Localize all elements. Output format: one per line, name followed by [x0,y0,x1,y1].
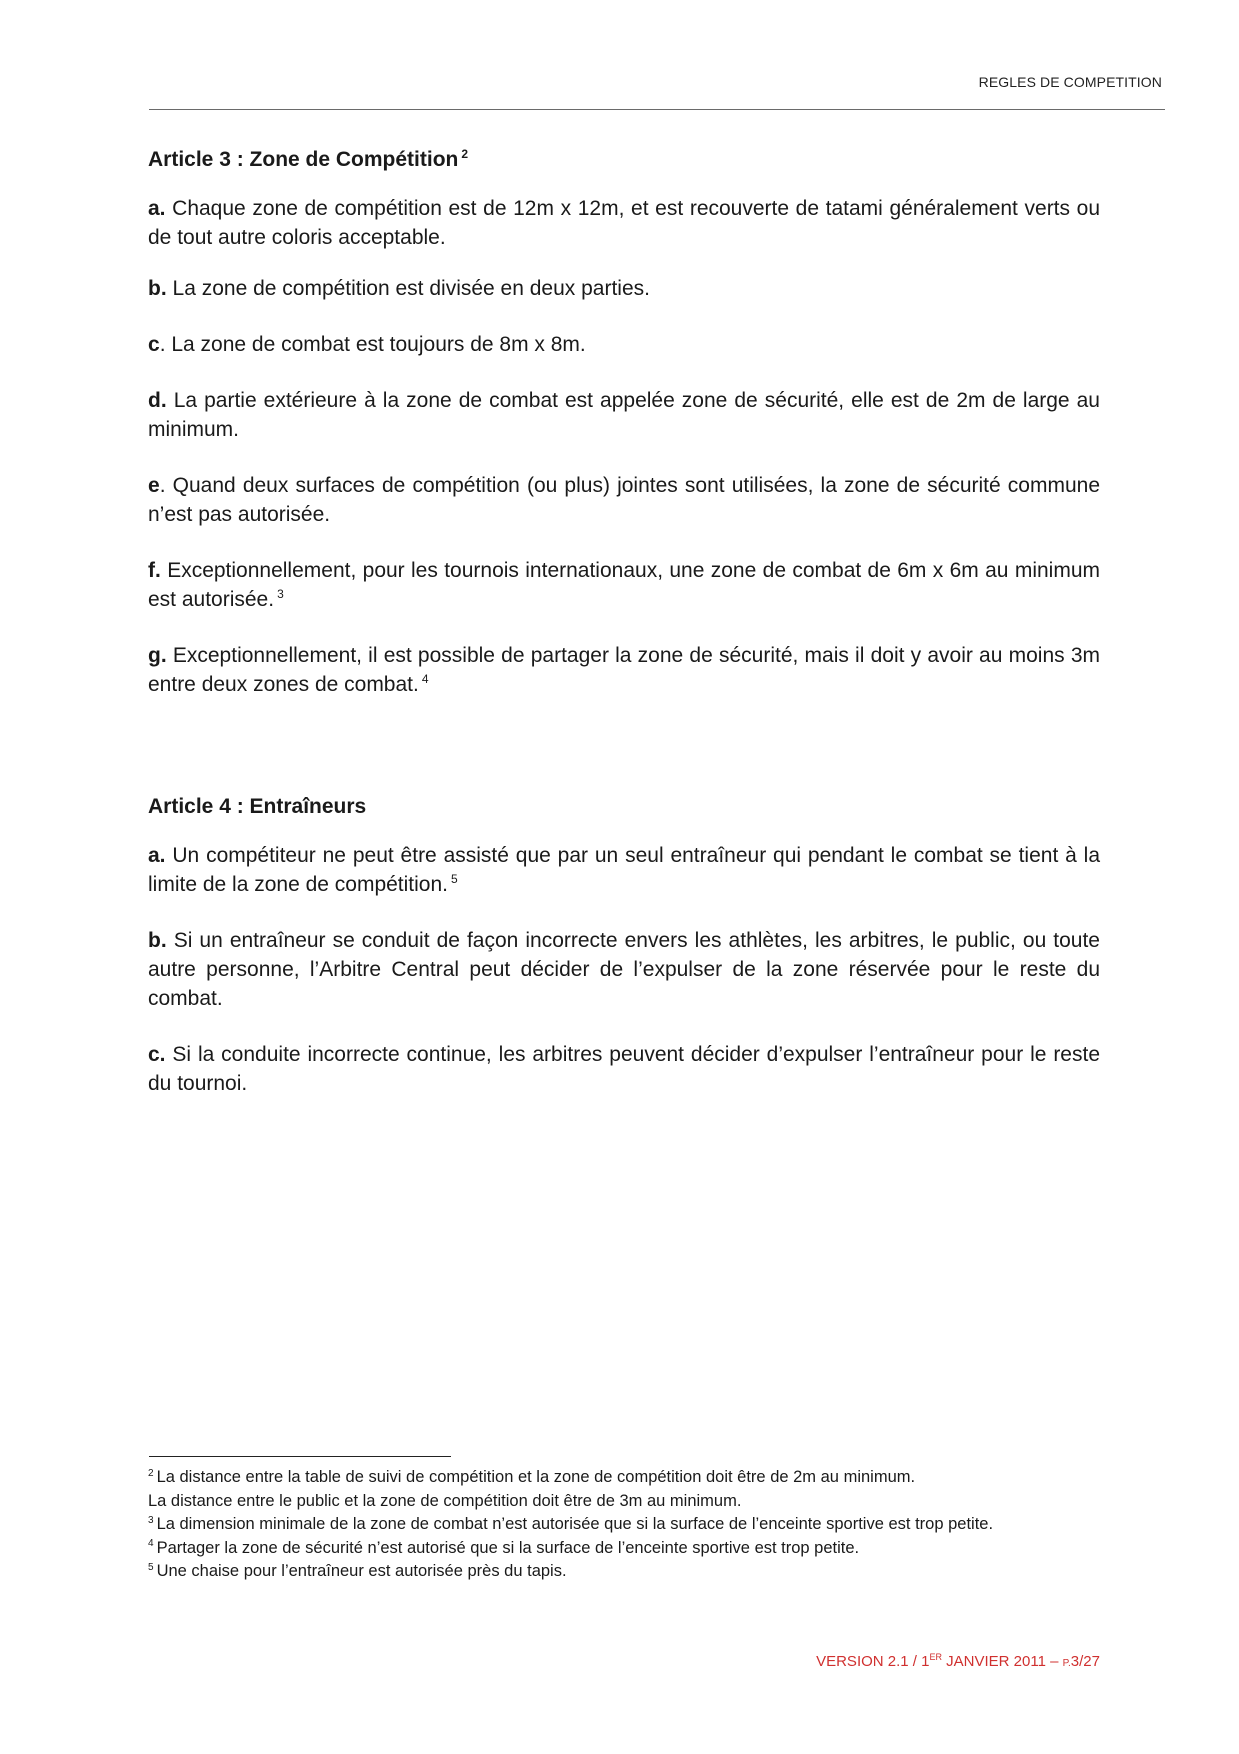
item-text: Chaque zone de compétition est de 12m x 12m, et est recouverte de tatami généralement verts ou de tout autre coloris acceptable. [148,197,1100,249]
item-text: Exceptionnellement, il est possible de partager la zone de sécurité, mais il doit y avoir au moins 3m entre deux zones de combat. [148,644,1100,696]
article-3-title [148,146,1100,174]
footnote-3 [148,1513,1108,1537]
item-marker: f. [148,559,161,582]
item-text: Si la conduite incorrecte continue, les arbitres peuvent décider d’expulser l’entraîneur pour le reste du tournoi. [148,1043,1100,1095]
document-body [148,146,1100,1125]
item-marker: g. [148,644,167,667]
item-text: . Quand deux surfaces de compétition (ou plus) jointes sont utilisées, la zone de sécurité commune n’est pas autorisée. [148,474,1100,526]
footnote-number: 4 [148,1538,154,1549]
item-text: . La zone de combat est toujours de 8m x 8m. [159,333,586,356]
version-prefix: VERSION 2.1 / 1 [816,1653,930,1670]
footnote-text: La distance entre le public et la zone de compétition doit être de 3m au minimum. [148,1491,742,1510]
article-3-item-c [148,330,1100,359]
article-3-item-d [148,386,1100,444]
article-4-item-a [148,841,1100,899]
article-3-item-g [148,641,1100,699]
header-rule [149,109,1165,110]
item-marker: b. [148,929,167,952]
version-footer [816,1653,1100,1670]
footnote-2-continued [148,1490,1108,1514]
item-marker: c. [148,1043,166,1066]
footnote-5 [148,1560,1108,1584]
footnote-text: Partager la zone de sécurité n’est autorisé que si la surface de l’enceinte sportive est trop petite. [156,1538,860,1557]
article-3-item-b [148,274,1100,303]
version-ordinal: ER [929,1652,942,1662]
version-date: JANVIER 2011 – [942,1653,1063,1670]
item-marker: b. [148,277,167,300]
footnote-number: 3 [148,1514,154,1526]
item-marker: e [148,474,160,497]
item-text: La zone de compétition est divisée en deux parties. [172,277,650,300]
footnote-number: 5 [148,1561,154,1573]
footnote-ref: 5 [451,872,458,886]
article-3-item-a [148,194,1100,252]
article-4-title: Article 4 : Entraîneurs [148,795,367,818]
footnote-text: La distance entre la table de suivi de compétition et la zone de compétition doit être de 2m au minimum. [156,1468,916,1486]
page-number: 3/27 [1070,1653,1100,1670]
item-marker: d. [148,389,167,412]
footnote-ref: 3 [277,587,284,601]
footnote-4 [148,1537,1108,1561]
footnote-ref: 2 [461,147,469,161]
page-prefix: P. [1062,1658,1071,1669]
item-marker: c [148,333,160,356]
footnote-separator [149,1456,451,1457]
item-text: Un compétiteur ne peut être assisté que par un seul entraîneur qui pendant le combat se tient à la limite de la zone de compétition. [148,844,1100,896]
item-marker: a. [148,197,166,220]
item-text: Si un entraîneur se conduit de façon incorrecte envers les athlètes, les arbitres, le public, ou toute autre personne, l’Arbitre Central peut décider de l’expulser de la zone réservée pour le reste du combat. [148,929,1100,1010]
item-marker: a. [148,844,166,867]
footnote-ref: 4 [421,672,429,686]
footnote-number: 2 [148,1467,154,1479]
footnote-text: La dimension minimale de la zone de combat n’est autorisée que si la surface de l’enceinte sportive est trop petite. [156,1515,994,1533]
article-4-item-b [148,926,1100,1013]
article-spacer [148,726,1100,793]
footnote-2 [148,1466,1108,1490]
running-header: REGLES DE COMPETITION [978,74,1162,90]
footnote-text: Une chaise pour l’entraîneur est autorisée près du tapis. [156,1562,567,1580]
article-4-item-c [148,1040,1100,1098]
article-3-item-f [148,556,1100,614]
item-text: Exceptionnellement, pour les tournois internationaux, une zone de combat de 6m x 6m au minimum est autorisée. [148,559,1101,611]
article-3-title-text: Article 3 : Zone de Compétition [148,148,459,171]
article-3-item-e [148,471,1100,529]
item-text: La partie extérieure à la zone de combat est appelée zone de sécurité, elle est de 2m de large au minimum. [148,389,1100,441]
footnotes [148,1466,1108,1584]
